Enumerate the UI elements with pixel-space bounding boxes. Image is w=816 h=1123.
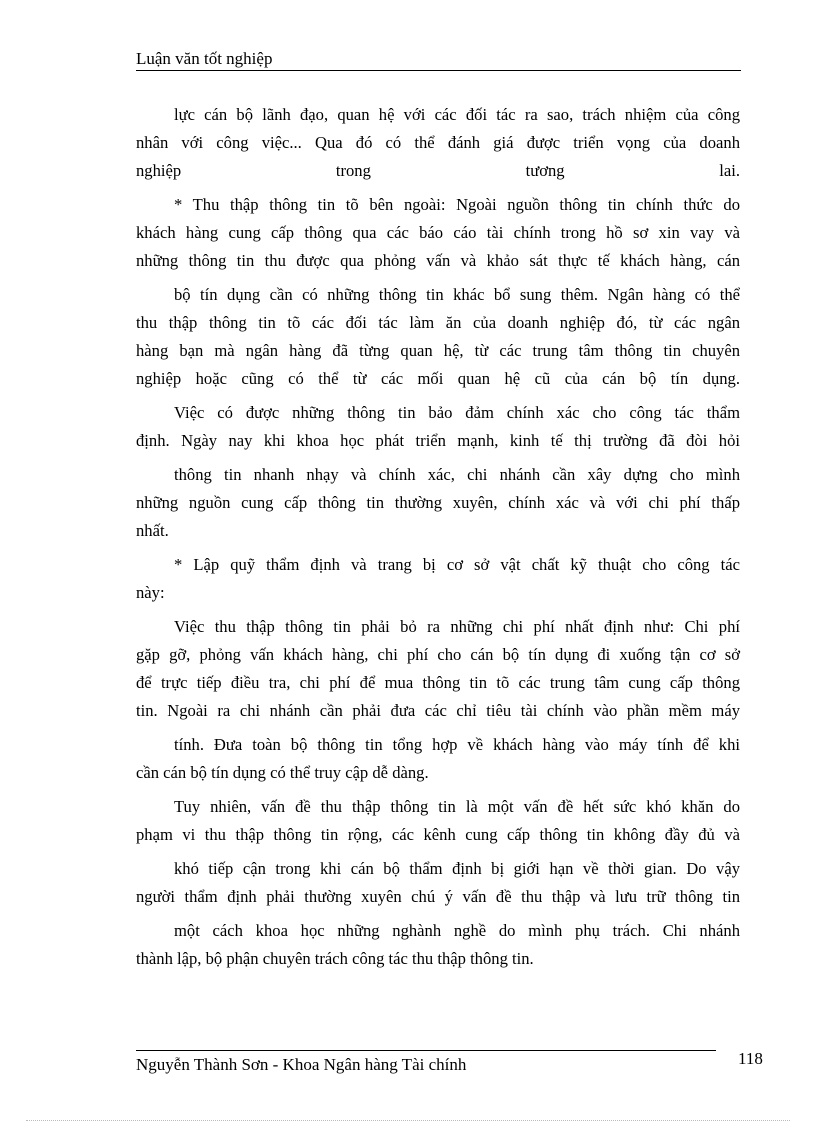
footer-author: Nguyễn Thành Sơn - Khoa Ngân hàng Tài chính [136,1055,467,1074]
text-line: cần cán bộ tín dụng có thể truy cập dễ dàng. [136,763,429,782]
text-line: định. Ngày nay khi khoa học phát triển mạnh, kinh tế thị trường đã đòi hỏi [136,431,740,450]
text-line: một cách khoa học những nghành nghề do mình phụ trách. Chi nhánh [174,921,740,940]
text-line: gặp gỡ, phỏng vấn khách hàng, chi phí cho cán bộ tín dụng đi xuống tận cơ sở [136,645,740,664]
text-line: * Lập quỹ thẩm định và trang bị cơ sở vật chất kỹ thuật cho công tác [174,555,740,574]
text-line: tin. Ngoài ra chi nhánh cần phải đưa các chỉ tiêu tài chính vào phần mềm máy [136,701,740,720]
paragraph [136,793,740,973]
text-line: này: [136,583,165,602]
text-line: bộ tín dụng cần có những thông tin khác bổ sung thêm. Ngân hàng có thể [174,285,740,304]
text-line: nhất. [136,521,169,540]
text-line: những thông tin thu được qua phỏng vấn và khảo sát thực tế khách hàng, cán [136,251,740,270]
text-line: Việc thu thập thông tin phải bỏ ra những chi phí nhất định như: Chi phí [174,617,740,636]
text-line: tính. Đưa toàn bộ thông tin tổng hợp về khách hàng vào máy tính để khi [174,735,740,754]
page-number: 118 [738,1049,763,1068]
text-line: Tuy nhiên, vấn đề thu thập thông tin là một vấn đề hết sức khó khăn do [174,797,740,816]
text-line: nghiệp trong tương lai. [136,161,740,180]
text-line: người thẩm định phải thường xuyên chú ý vấn đề thu thập và lưu trữ thông tin [136,887,740,906]
text-line: những nguồn cung cấp thông tin thường xuyên, chính xác và với chi phí thấp [136,493,740,512]
running-header-title: Luận văn tốt nghiệp [136,49,273,68]
text-line: * Thu thập thông tin tõ bên ngoài: Ngoài nguồn thông tin chính thức do [174,195,740,214]
paragraph [136,613,740,787]
text-line: Việc có được những thông tin bảo đảm chính xác cho công tác thẩm [174,403,740,422]
text-line: nhân với công việc... Qua đó có thể đánh giá được triển vọng của doanh [136,133,740,152]
header-rule [136,70,741,71]
text-line: hàng bạn mà ngân hàng đã từng quan hệ, từ các trung tâm thông tin chuyên [136,341,740,360]
text-line: thu thập thông tin tõ các đối tác làm ăn của doanh nghiệp đó, từ các ngân [136,313,740,332]
footer-rule [136,1050,716,1051]
page-bottom-border [26,1120,790,1121]
paragraph [136,191,740,393]
text-line: khó tiếp cận trong khi cán bộ thẩm định bị giới hạn về thời gian. Do vậy [174,859,740,878]
paragraph [136,551,740,607]
text-line: thành lập, bộ phận chuyên trách công tác thu thập thông tin. [136,949,534,968]
text-line: khách hàng cung cấp thông qua các báo cáo tài chính trong hồ sơ xin vay và [136,223,740,242]
text-line: để trực tiếp điều tra, chi phí để mua thông tin tõ các trung tâm cung cấp thông [136,673,740,692]
text-line: lực cán bộ lãnh đạo, quan hệ với các đối tác ra sao, trách nhiệm của công [174,105,740,124]
paragraph [136,101,740,185]
text-line: thông tin nhanh nhạy và chính xác, chi nhánh cần xây dựng cho mình [174,465,740,484]
text-line: nghiệp hoặc cũng có thể từ các mối quan hệ cũ của cán bộ tín dụng. [136,369,740,388]
text-line: phạm vi thu thập thông tin rộng, các kênh cung cấp thông tin không đầy đủ và [136,825,740,844]
body-text [136,101,740,973]
paragraph [136,399,740,545]
